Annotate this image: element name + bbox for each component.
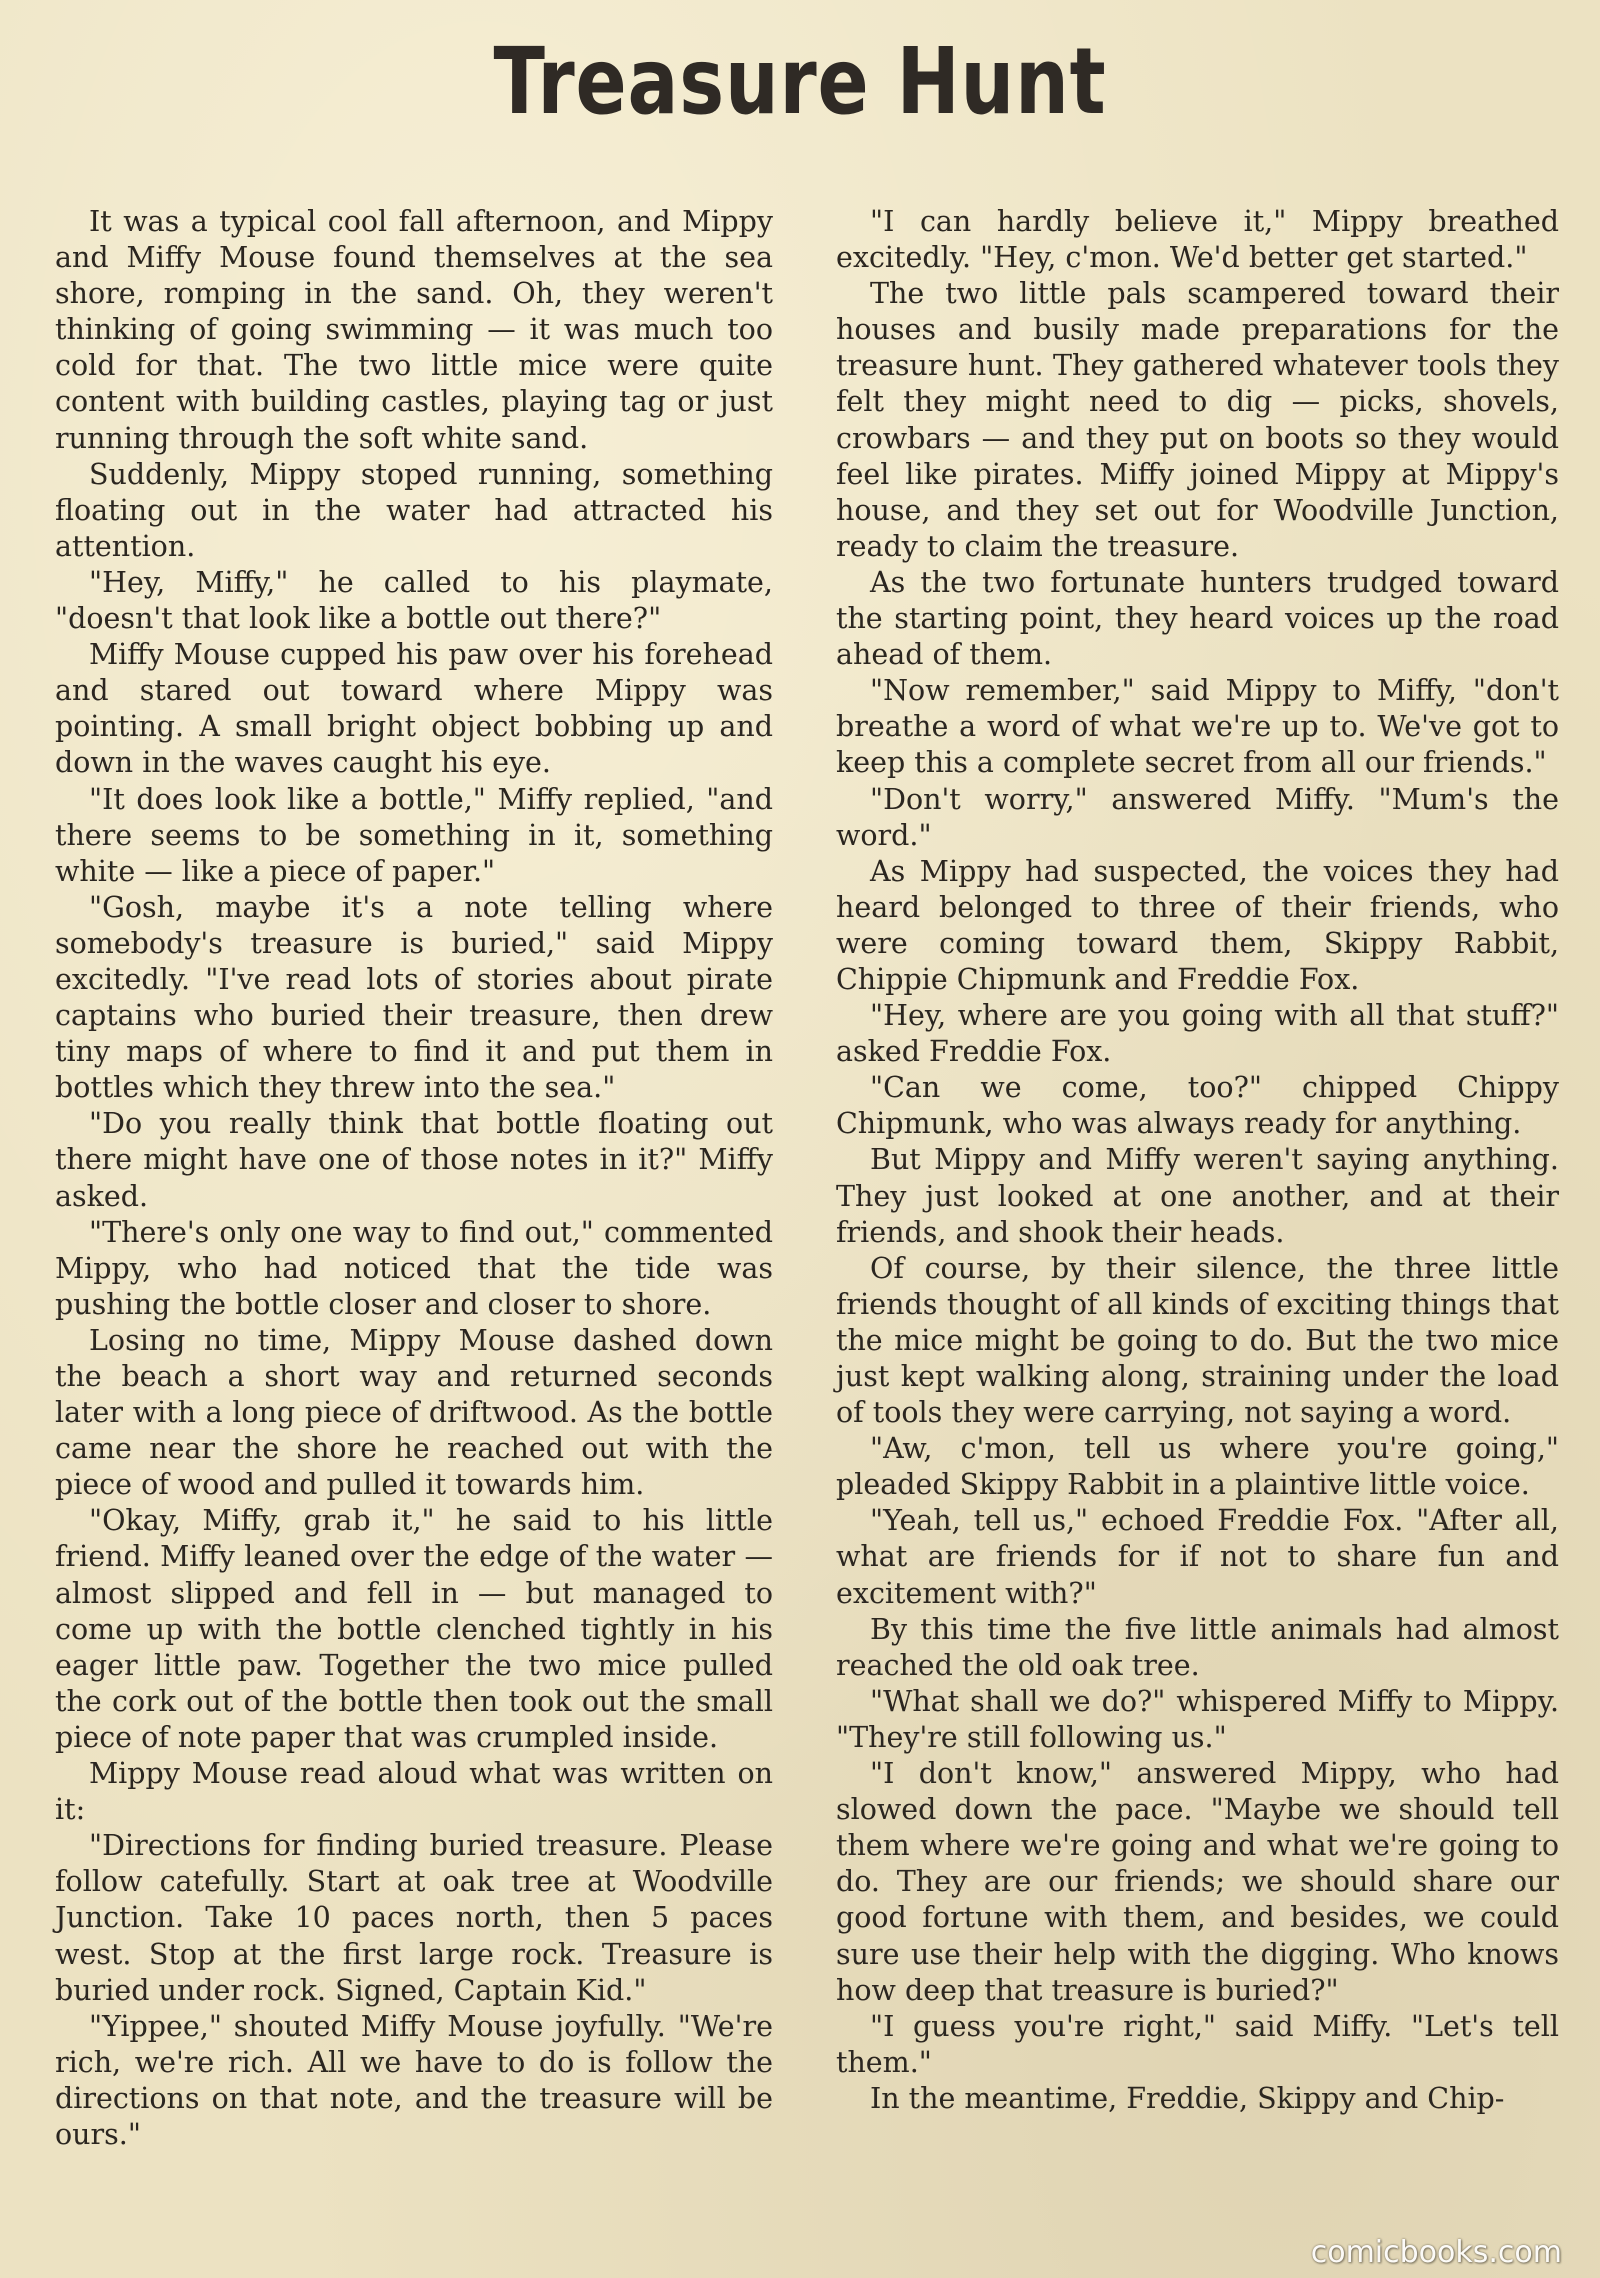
paragraph: "What shall we do?" whispered Miffy to Mippy. "They're still following us." [836,1684,1559,1754]
paragraph: "I guess you're right," said Miffy. "Let's tell them." [836,2009,1559,2079]
page-title: Treasure Hunt [493,28,1107,135]
paragraph: "Aw, c'mon, tell us where you're going," pleaded Skippy Rabbit in a plaintive little voice. [836,1432,1559,1502]
watermark: comicbooks.com [1310,2235,1562,2270]
paragraph: "I don't know," answered Mippy, who had slowed down the pace. "Maybe we should tell them where we're going and what we're going to do. They are our friends; we should share our good fortune with them, and besides, we could sure use their help with the digging. Who knows how deep that treasure is buried?" [836,1757,1559,2007]
paragraph: But Mippy and Miffy weren't saying anything. They just looked at one another, and at their friends, and shook their heads. [836,1143,1559,1249]
paragraph: "Hey, Miffy," he called to his playmate, "doesn't that look like a bottle out there?" [55,565,773,636]
paragraph: "Yippee," shouted Miffy Mouse joyfully. "We're rich, we're rich. All we have to do is follow the directions on that note, and the treasure will be ours." [55,2009,773,2151]
paragraph: "Don't worry," answered Miffy. "Mum's the word." [836,782,1559,852]
paragraph: "It does look like a bottle," Miffy replied, "and there seems to be something in it, something white — like a piece of paper." [55,782,773,888]
paragraph: As the two fortunate hunters trudged toward the starting point, they heard voices up the road ahead of them. [836,565,1559,672]
paragraph: Losing no time, Mippy Mouse dashed down the beach a short way and returned seconds later with a long piece of driftwood. As the bottle came near the shore he reached out with the piece of wood and pulled it towards him. [55,1323,773,1502]
paragraph: "Okay, Miffy, grab it," he said to his little friend. Miffy leaned over the edge of the water — almost slipped and fell in — but managed to come up with the bottle clenched tightly in his eager little paw. Together the two mice pulled the cork out of the bottle then took out the small piece of note paper that was crumpled inside. [55,1504,773,1754]
paragraph: In the meantime, Freddie, Skippy and Chip- [870,2081,1505,2115]
paragraph: As Mippy had suspected, the voices they had heard belonged to three of their friends, who were coming toward them, Skippy Rabbit, Chippie Chipmunk and Freddie Fox. [836,854,1559,996]
paragraph: "Can we come, too?" chipped Chippy Chipmunk, who was always ready for anything. [836,1071,1559,1141]
paragraph: The two little pals scampered toward their houses and busily made preparations for the treasure hunt. They gathered whatever tools they felt they might need to dig — picks, shovels, crowbars — and they put on boots so they would feel like pirates. Miffy joined Mippy at Mippy's house, and they set out for Woodville Junction, ready to claim the treasure. [836,277,1559,563]
paragraph: "Hey, where are you going with all that stuff?" asked Freddie Fox. [836,999,1559,1069]
paragraph: Of course, by their silence, the three little friends thought of all kinds of exciting things that the mice might be going to do. But the two mice just kept walking along, straining under the load of tools they were carrying, not saying a word. [836,1251,1559,1430]
paragraph: "I can hardly believe it," Mippy breathed excitedly. "Hey, c'mon. We'd better get started." [836,205,1559,275]
paragraph: Miffy Mouse cupped his paw over his forehead and stared out toward where Mippy was pointing. A small bright object bobbing up and down in the waves caught his eye. [55,638,773,780]
paragraph: "There's only one way to find out," commented Mippy, who had noticed that the tide was pushing the bottle closer and closer to shore. [55,1215,773,1321]
paragraph: By this time the five little animals had almost reached the old oak tree. [836,1612,1559,1682]
paragraph: "Gosh, maybe it's a note telling where somebody's treasure is buried," said Mippy excitedly. "I've read lots of stories about pirate captains who buried their treasure, then drew tiny maps of where to find it and put them in bottles which they threw into the sea." [55,890,773,1105]
paragraph: "Directions for finding buried treasure. Please follow catefully. Start at oak tree at Woodville Junction. Take 10 paces north, then 5 paces west. Stop at the first large rock. Treasure is buried under rock. Signed, Captain Kid." [55,1829,773,2007]
paragraph: "Do you really think that bottle floating out there might have one of those notes in it?" Miffy asked. [55,1107,773,1213]
right-column [836,204,1559,2117]
paragraph: It was a typical cool fall afternoon, and Mippy and Miffy Mouse found themselves at the sea shore, romping in the sand. Oh, they weren't thinking of going swimming — it was much too cold for that. The two little mice were quite content with building castles, playing tag or just running through the soft white sand. [55,205,773,455]
paragraph: Suddenly, Mippy stoped running, something floating out in the water had attracted his attention. [55,457,773,563]
paragraph: "Now remember," said Mippy to Miffy, "don't breathe a word of what we're up to. We've got to keep this a complete secret from all our friends." [836,674,1559,780]
paragraph: Mippy Mouse read aloud what was written on it: [55,1757,773,1827]
paragraph: "Yeah, tell us," echoed Freddie Fox. "After all, what are friends for if not to share fun and excitement with?" [836,1504,1559,1610]
left-column [55,204,773,2153]
